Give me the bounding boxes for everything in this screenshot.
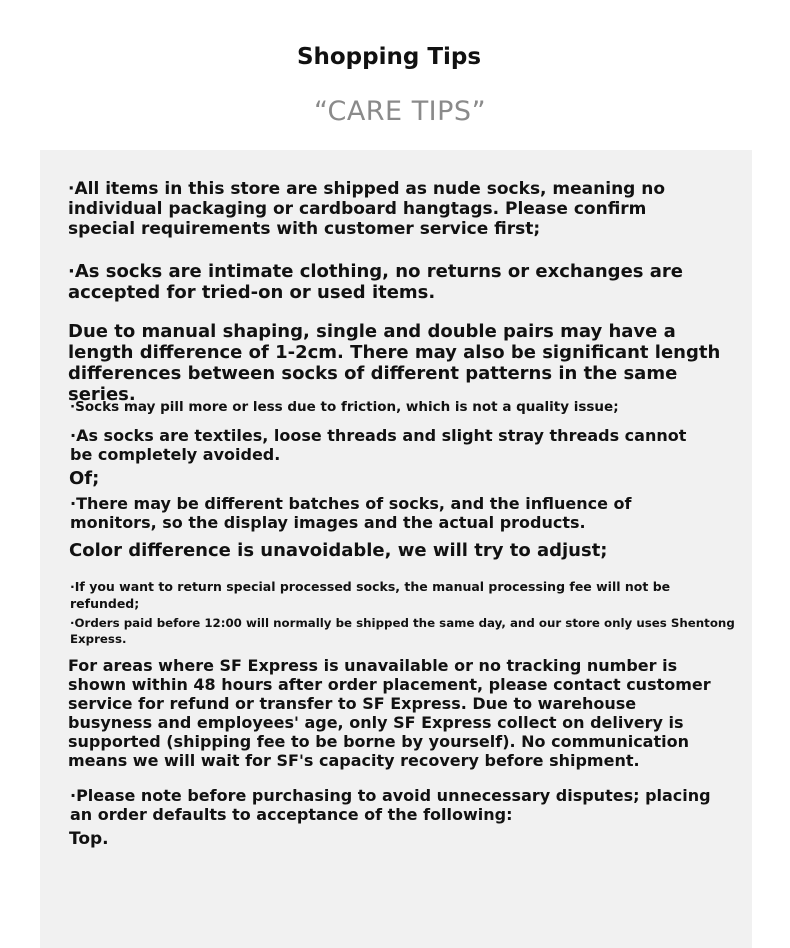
tip-pilling: ·Socks may pill more or less due to friction, which is not a quality issue;: [70, 399, 619, 415]
tip-processing-fee: ·If you want to return special processed socks, the manual processing fee will not be refunded;: [70, 579, 671, 611]
tip-shipping-time: ·Orders paid before 12:00 will normally be shipped the same day, and our store only uses Shentong Express.: [70, 616, 735, 646]
tip-color-difference: Color difference is unavoidable, we will try to adjust;: [69, 540, 608, 561]
tip-sf-express: For areas where SF Express is unavailable or no tracking number is shown within 48 hours after order placement, please contact customer service for refund or transfer to SF Express. Due to warehouse busyness and employees' age, only SF Express collect on delivery is supported (shipping fee to be borne by yourself). No communication means we will wait for SF's capacity recovery before shipment.: [68, 656, 711, 770]
tip-before-purchase: ·Please note before purchasing to avoid unnecessary disputes; placing an order defaults to acceptance of the following:: [70, 786, 711, 824]
tip-no-returns: ·As socks are intimate clothing, no returns or exchanges are accepted for tried-on or used items.: [68, 261, 683, 303]
tip-batches: ·There may be different batches of socks, and the influence of monitors, so the display images and the actual products.: [70, 494, 632, 532]
tip-length-difference: Due to manual shaping, single and double pairs may have a length difference of 1-2cm. There may also be significant length differences between socks of different patterns in the same series.: [68, 321, 721, 405]
tip-of: Of;: [69, 468, 100, 489]
tip-loose-threads: ·As socks are textiles, loose threads and slight stray threads cannot be completely avoided.: [70, 426, 687, 464]
tips-panel: [40, 150, 752, 948]
tip-top: Top.: [69, 829, 109, 849]
tip-packaging: ·All items in this store are shipped as nude socks, meaning no individual packaging or cardboard hangtags. Please confirm special requirements with customer service first;: [68, 179, 666, 239]
page-title: Shopping Tips: [296, 44, 482, 70]
page-subtitle: “CARE TIPS”: [313, 96, 487, 127]
